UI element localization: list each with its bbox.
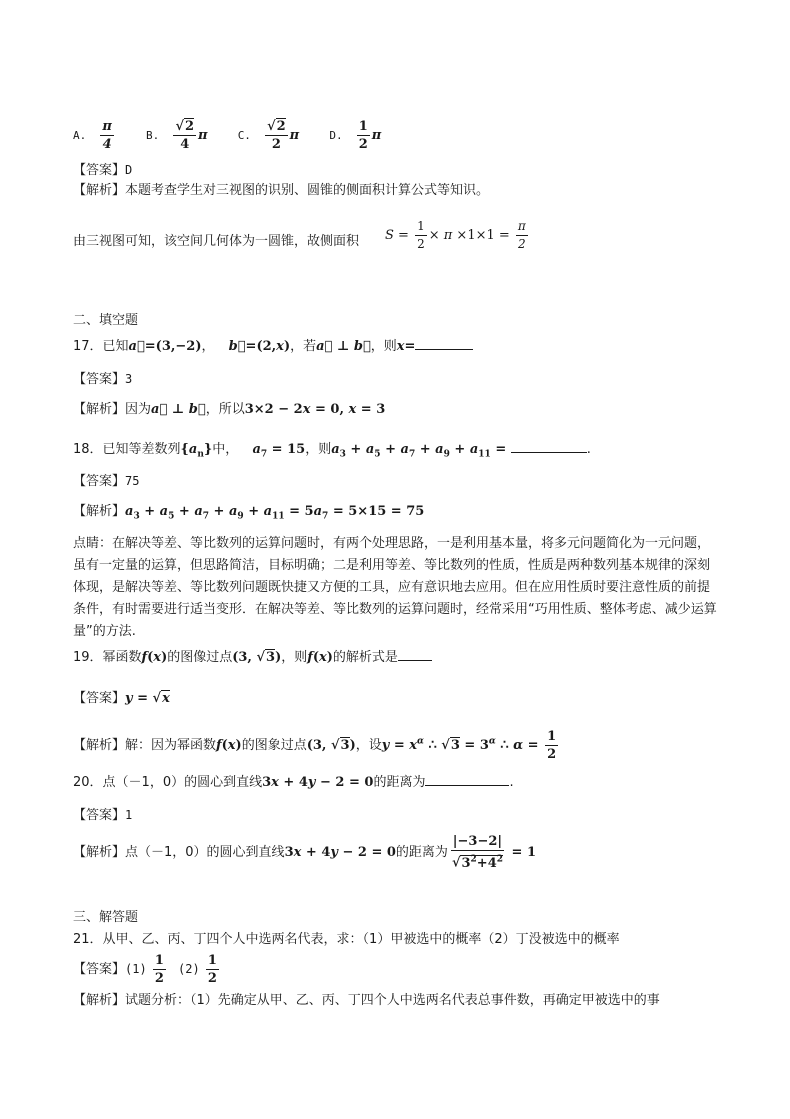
- section-2-title: 二、填空题: [73, 313, 139, 328]
- sqrt2-over-2: $\frac{√2}{2}$: [267, 119, 286, 152]
- sqrt2-over-4: $\frac{√2}{4}$: [175, 119, 195, 152]
- option-b: B. $\frac{√2}{4}$ π: [146, 119, 208, 152]
- q21-answer: 【答案】(1) $\frac{1}{2}$ (2) $\frac{1}{2}$: [73, 953, 217, 986]
- q19-answer: 【答案】y = √x: [73, 691, 170, 706]
- pi-over-4: $\frac{\pi}{4}$: [102, 119, 112, 152]
- vector-b: b⃗: [228, 339, 246, 354]
- q21-analysis: 【解析】试题分析：（1）先确定从甲、乙、丙、丁四个人中选两名代表总事件数，再确定甲被选中的事: [73, 993, 660, 1008]
- q16-analysis-2: 由三视图可知，该空间几何体为一圆锥，故侧面积: [73, 234, 360, 249]
- q20-question: 20．点（－1，0）的圆心到直线3x + 4y − 2 = 0的距离为 .: [73, 775, 514, 790]
- option-d: D. $\frac{1}{2}$ π: [329, 119, 382, 152]
- q17-question: 17．已知a⃗=(3,−2)， b⃗=(2,x)，若a⃗ ⊥ b⃗，则x=: [73, 337, 473, 357]
- q20-answer: 【答案】1: [73, 808, 133, 823]
- q17-analysis: 【解析】因为a⃗ ⊥ b⃗，所以3×2 − 2x = 0, x = 3: [73, 402, 386, 417]
- one-half: $\frac{1}{2}$: [358, 119, 368, 152]
- answer-blank: [511, 440, 587, 453]
- q20-analysis: 【解析】点（－1，0）的圆心到直线3x + 4y − 2 = 0的距离为 $\frac{|-3-2|}{√3^2+4^2}$ = 1: [73, 834, 537, 871]
- answer-blank: [398, 648, 432, 661]
- q18-question: 18．已知等差数列$\{a_n\}$中， $a_7 = 15$，则$a_3 + a_5 + a_7 + a_9 + a_{11}$ = .: [73, 442, 591, 460]
- answer-blank: [425, 773, 509, 786]
- q16-answer: 【答案】D: [73, 163, 133, 178]
- option-c: C. $\frac{√2}{2}$ π: [237, 119, 300, 152]
- q21-question: 21．从甲、乙、丙、丁四个人中选两名代表，求：（1）甲被选中的概率（2）丁没被选中的概率: [73, 932, 620, 947]
- q18-analysis: 【解析】$a_3 + a_5 + a_7 + a_9 + a_{11} = 5a_7 = 5\times 15 = 75$: [73, 504, 425, 522]
- q18-answer: 【答案】75: [73, 474, 140, 489]
- q16-analysis: 【解析】本题考查学生对三视图的识别、圆锥的侧面积计算公式等知识。: [73, 183, 490, 198]
- vector-a: a⃗: [128, 339, 145, 354]
- answer-blank: [415, 337, 473, 350]
- q19-question: 19．幂函数f(x)的图像过点(3, √3)，则f(x)的解析式是: [73, 648, 432, 668]
- option-a: A. $\frac{\pi}{4}$: [73, 119, 112, 152]
- q18-comment: 点睛：在解决等差、等比数列的运算问题时，有两个处理思路，一是利用基本量，将多元问题简化为一元问题，虽有一定量的运算，但思路简洁，目标明确；二是利用等差、等比数列的性质，性质是两种数列基本规律的深刻体现，是解决等差、等比数列问题既快捷又方便的工具，应有意识地去应用。但在应用性质时要注意性质的前提条件，有时需要进行适当变形．在解决等差、等比数列的运算问题时，经常采用“巧用性质、整体考虑、减少运算量”的方法.: [73, 536, 717, 639]
- q16-options: [73, 118, 407, 153]
- q17-answer: 【答案】3: [73, 372, 133, 387]
- section-3-title: 三、解答题: [73, 910, 139, 925]
- q16-area-formula: S = $\frac{1}{2}$ × π ×1×1 = $\frac{\pi}{2}$: [385, 219, 526, 251]
- q19-analysis: 【解析】解：因为幂函数f(x)的图象过点(3, √3)，设$y = x^\alpha$ ∴ $√3 = 3^\alpha$ ∴ α = $\frac{1}{2}$: [73, 729, 557, 762]
